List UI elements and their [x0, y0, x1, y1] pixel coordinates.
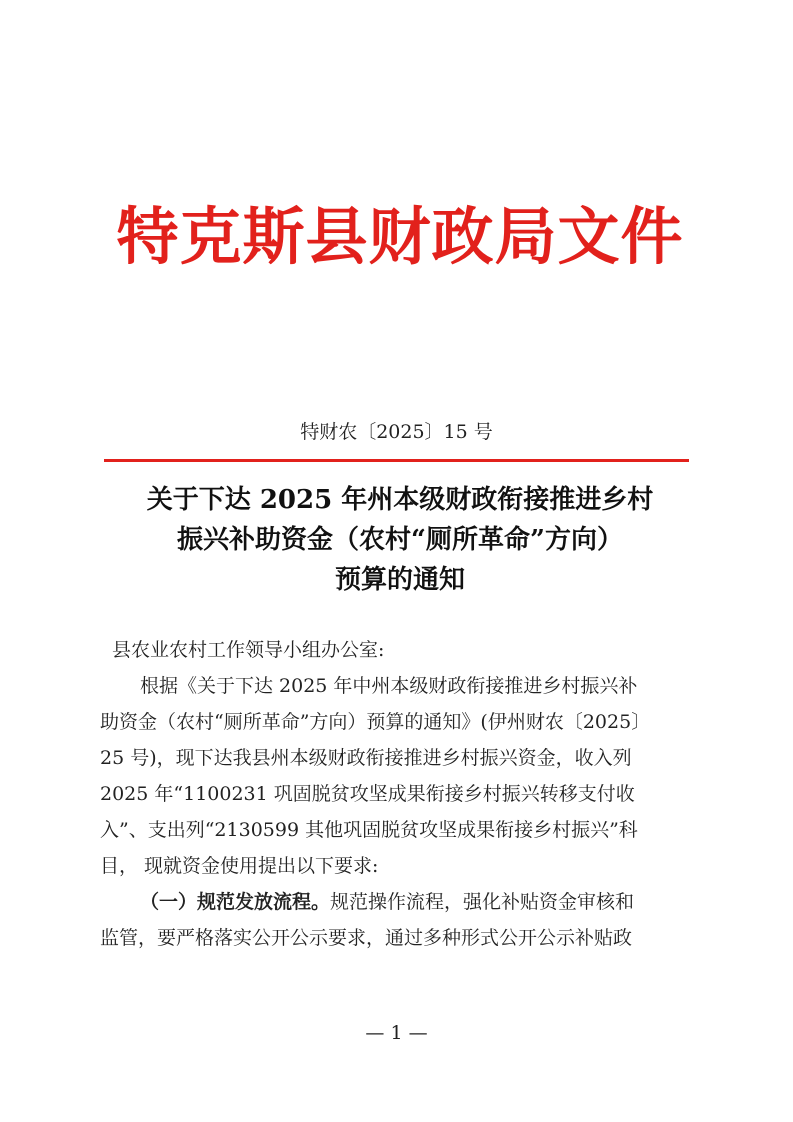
addressee: 县农业农村工作领导小组办公室: — [112, 639, 385, 661]
paragraph-line: 根据《关于下达 2025 年中州本级财政衔接推进乡村振兴补 — [140, 675, 638, 697]
title-line-2: 振兴补助资金（农村“厕所革命”方向） — [177, 525, 623, 555]
section-text: 规范操作流程，强化补贴资金审核和 — [330, 891, 635, 913]
section-heading: （一）规范发放流程。 — [140, 891, 331, 913]
paragraph-line: 入”、支出列“2130599 其他巩固脱贫攻坚成果衔接乡村振兴”科 — [100, 819, 638, 841]
title-line-3: 预算的通知 — [334, 565, 465, 595]
document-number: 特财农〔2025〕15 号 — [300, 421, 493, 443]
paragraph-line: 监管，要严格落实公开公示要求，通过多种形式公开公示补贴政 — [100, 927, 633, 949]
paragraph-line — [100, 884, 695, 920]
paragraph-line: 目， 现就资金使用提出以下要求: — [100, 855, 379, 877]
title-line-1: 关于下达 2025 年州本级财政衔接推进乡村 — [146, 485, 654, 515]
document-body — [100, 632, 695, 956]
document-masthead: 特克斯县财政局文件 — [116, 200, 684, 273]
document-title — [100, 480, 700, 600]
paragraph-line: 助资金（农村“厕所革命”方向）预算的通知》(伊州财农〔2025〕 — [100, 711, 651, 733]
paragraph-line: 2025 年“1100231 巩固脱贫攻坚成果衔接乡村振兴转移支付收 — [100, 783, 635, 805]
page-number: — 1 — — [365, 1022, 428, 1044]
paragraph-line: 25 号)，现下达我县州本级财政衔接推进乡村振兴资金，收入列 — [100, 747, 632, 769]
red-divider-line — [104, 459, 689, 462]
